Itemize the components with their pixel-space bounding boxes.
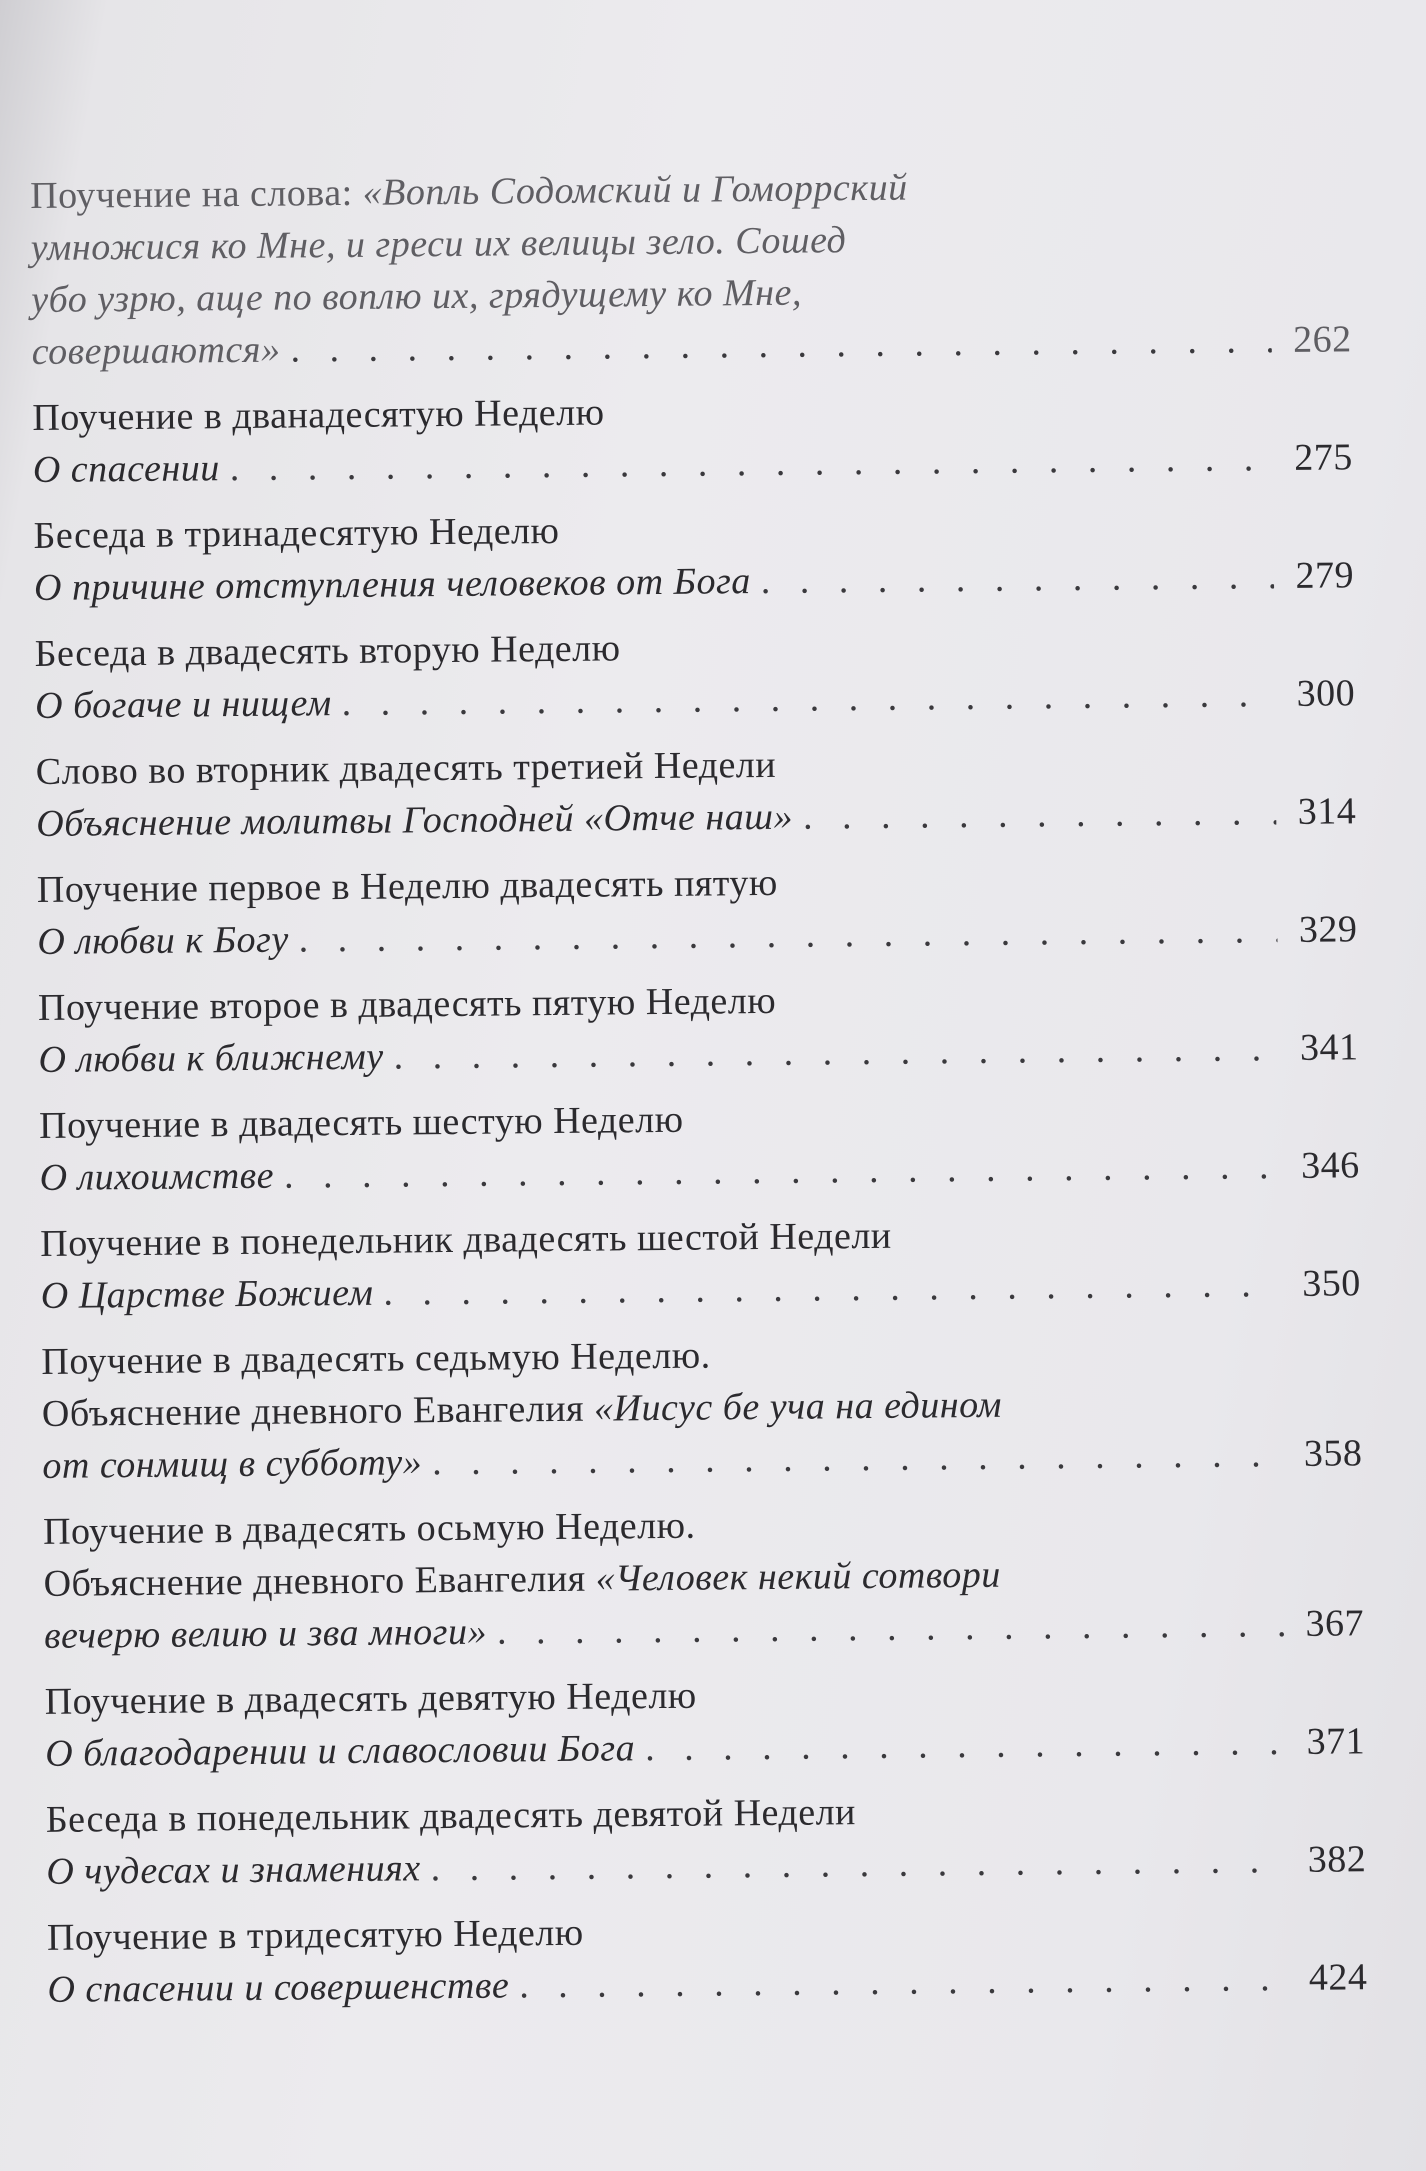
toc-entry xyxy=(39,1087,1360,1204)
toc-entry-subtitle-cont: вечерю велию и зва многи» xyxy=(43,1610,488,1657)
page-number: 314 xyxy=(1297,790,1357,833)
toc-entry xyxy=(36,733,1357,850)
page-number: 275 xyxy=(1294,436,1354,479)
table-of-contents xyxy=(30,157,1368,2030)
page-number: 346 xyxy=(1300,1144,1360,1187)
page-number: 329 xyxy=(1298,908,1358,951)
toc-entry-title: Поучение на слова: xyxy=(30,171,363,217)
dot-leader xyxy=(393,1022,1278,1082)
toc-entry-quote: «Вопль Содомский и Гоморрский xyxy=(362,166,908,214)
toc-entry-title: Беседа в тринадесятую Неделю xyxy=(33,509,560,557)
dot-leader xyxy=(284,1140,1280,1202)
toc-entry xyxy=(33,497,1354,614)
toc-entry-title: Поучение в двадесять шестую Неделю xyxy=(38,1098,684,1147)
toc-entry-quote: «Иисус бе уча на едином xyxy=(593,1383,1003,1430)
page-number: 382 xyxy=(1307,1838,1367,1881)
toc-entry xyxy=(41,1323,1362,1492)
toc-entry-subtitle: О чудесах и знамениях xyxy=(46,1847,421,1893)
toc-entry xyxy=(37,851,1358,968)
toc-entry-title: Поучение в тридесятую Неделю xyxy=(46,1911,584,1959)
dot-leader xyxy=(341,668,1275,729)
toc-entry xyxy=(38,969,1359,1086)
page-number: 279 xyxy=(1295,554,1355,597)
toc-entry-subtitle: О Царстве Божием xyxy=(40,1271,374,1317)
toc-entry-subtitle: О любви к Богу xyxy=(37,918,289,963)
toc-entry-title: Поучение в двадесять осьмую Неделю. xyxy=(42,1504,696,1553)
toc-entry-line-3: убо узрю, аще по воплю их, грядущему ко Мне, xyxy=(31,271,803,321)
toc-entry xyxy=(30,157,1352,378)
toc-entry-subtitle: О лихоимстве xyxy=(39,1154,275,1199)
page-number: 371 xyxy=(1306,1720,1366,1763)
page-number: 424 xyxy=(1308,1956,1368,1999)
dot-leader xyxy=(298,904,1277,965)
page-number: 262 xyxy=(1292,318,1352,361)
dot-leader xyxy=(519,1952,1288,2011)
toc-entry-subtitle: О спасении и совершенстве xyxy=(47,1964,510,2011)
toc-entry-title: Беседа в двадесять вторую Неделю xyxy=(34,627,621,675)
toc-entry-subtitle: Объяснение дневного Евангелия xyxy=(41,1387,595,1435)
dot-leader xyxy=(432,1428,1283,1488)
toc-entry xyxy=(46,1781,1367,1898)
toc-entry-quote: «Человек некий сотвори xyxy=(595,1553,1001,1600)
toc-entry-subtitle-cont: от сонмищ в субботу» xyxy=(42,1441,423,1487)
toc-entry xyxy=(43,1493,1364,1662)
toc-entry-title: Поучение в понедельник двадесять шестой Недели xyxy=(40,1214,892,1265)
page-number: 350 xyxy=(1302,1262,1361,1305)
dot-leader xyxy=(383,1258,1281,1319)
toc-entry-subtitle: Объяснение дневного Евангелия xyxy=(43,1557,596,1605)
page-number: 367 xyxy=(1305,1602,1365,1645)
page-number: 358 xyxy=(1303,1432,1363,1475)
toc-entry xyxy=(47,1899,1368,2016)
dot-leader xyxy=(761,550,1275,607)
page-number: 300 xyxy=(1296,672,1356,715)
toc-entry-title: Беседа в понедельник двадесять девятой Недели xyxy=(45,1791,857,1841)
dot-leader xyxy=(645,1716,1286,1774)
toc-entry xyxy=(34,615,1355,732)
toc-entry xyxy=(44,1663,1365,1780)
dot-leader xyxy=(803,786,1277,843)
toc-entry-line-2: умножися ко Мне, и греси их велицы зело. Сошед xyxy=(30,219,847,269)
toc-entry-title: Поучение первое в Неделю двадесять пятую xyxy=(36,861,778,911)
dot-leader xyxy=(290,314,1272,375)
toc-entry-subtitle: совершаются» xyxy=(31,328,281,373)
toc-entry-subtitle: О причине отступления человеков от Бога xyxy=(33,560,751,609)
toc-entry-subtitle: О богаче и нищем xyxy=(34,682,332,727)
toc-entry xyxy=(40,1205,1361,1322)
dot-leader xyxy=(497,1598,1285,1658)
toc-entry-title: Слово во вторник двадесять третией Недели xyxy=(35,743,777,793)
toc-entry-subtitle: О любви к ближнему xyxy=(38,1035,384,1081)
dot-leader xyxy=(430,1834,1286,1894)
toc-entry-title: Поучение в двадесять седьмую Неделю. xyxy=(41,1334,711,1383)
toc-entry xyxy=(32,379,1353,496)
toc-entry-subtitle: О спасении xyxy=(32,447,220,491)
toc-entry-title: Поучение в двадесять девятую Неделю xyxy=(44,1674,697,1723)
dot-leader xyxy=(230,432,1274,494)
toc-entry-subtitle: Объяснение молитвы Господней «Отче наш» xyxy=(36,795,794,845)
toc-entry-title: Поучение в дванадесятую Неделю xyxy=(32,391,605,439)
toc-entry-title: Поучение второе в двадесять пятую Неделю xyxy=(37,979,777,1029)
page-number: 341 xyxy=(1299,1026,1359,1069)
toc-entry-subtitle: О благодарении и славословии Бога xyxy=(45,1727,636,1775)
